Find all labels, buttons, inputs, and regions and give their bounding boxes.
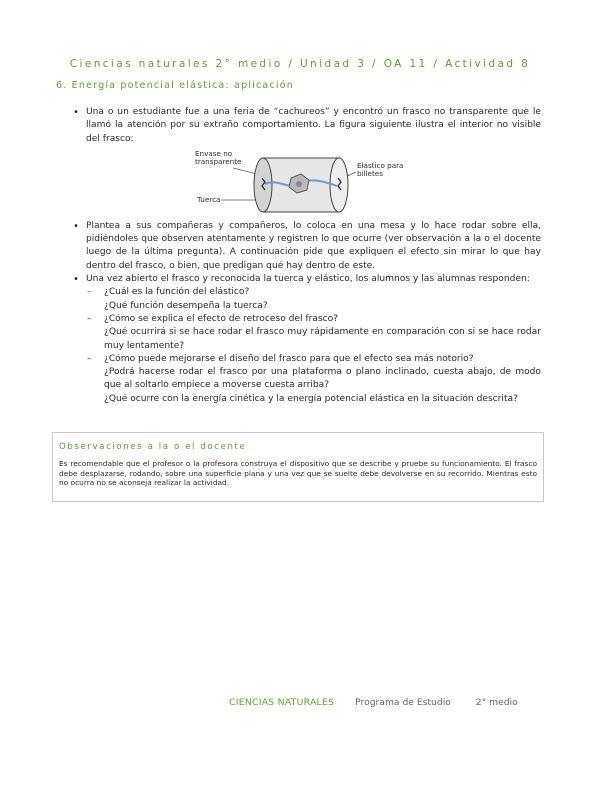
footer-grade: 2° medio <box>475 697 518 708</box>
observations-title: Observaciones a la o el docente <box>59 442 247 452</box>
section-title: 6. Energía potencial elástica: aplicación <box>56 80 294 91</box>
page-header: Ciencias naturales 2° medio / Unidad 3 / OA 11 / Actividad 8 <box>69 58 531 70</box>
activity-content <box>73 106 541 406</box>
observations-text: Es recomendable que el profesor o la profesora construya el dispositivo que se describe y pruebe su funcionamiento. El frasco debe desplazarse, rodando, sobre una superficie plana y una vez que se suelte debe devolverse en su recorrido. Mientras esto no ocurra no se aconseja realizar la actividad. <box>59 459 537 488</box>
page-footer <box>229 697 518 708</box>
figure-label-elastic: Elástico para billetes <box>357 160 404 179</box>
jar-drawing <box>73 148 541 216</box>
question-item: – ¿Cómo se explica el efecto de retroceso del frasco? <box>73 313 541 326</box>
bullet-questions-intro: • Una vez abierto el frasco y reconocida la tuerca y elástico, los alumnos y las alumnas responden: <box>73 273 541 286</box>
question-item: – ¿Cuál es la función del elástico? <box>73 286 541 299</box>
bullet-instructions: • Plantea a sus compañeras y compañeros, lo coloca en una mesa y lo hace rodar sobre ella, pidiéndoles que observen atentamente y registren lo que ocurre (ver observación a la o el docente luego de la última pregunta). A continuación pide que expliquen el efecto sin mirar lo que hay dentro del frasco, o bien, que predigan qué hay dentro de este. <box>73 220 541 273</box>
jar-figure <box>73 148 541 216</box>
question-text: ¿Qué ocurrirá si se hace rodar el frasco muy rápidamente en comparación con si se hace rodar muy lentamente? <box>104 327 541 351</box>
question-item: – ¿Cómo puede mejorarse el diseño del frasco para que el efecto sea más notorio? <box>73 353 541 366</box>
question-text: ¿Podrá hacerse rodar el frasco por una plataforma o plano inclinado, cuesta abajo, de modo que al soltarlo empiece a moverse cuesta arriba? <box>104 367 541 391</box>
footer-program: Programa de Estudio <box>355 697 451 708</box>
question-text: ¿Qué ocurre con la energía cinética y la energía potencial elástica en la situación descrita? <box>104 393 518 404</box>
teacher-observations-box <box>52 432 544 502</box>
figure-label-nut: Tuerca <box>197 194 221 204</box>
footer-subject: CIENCIAS NATURALES <box>229 697 335 708</box>
question-text: ¿Qué función desempeña la tuerca? <box>104 300 268 311</box>
bullet-intro: • Una o un estudiante fue a una feria de “cachureos” y encontró un frasco no transparente que le llamó la atención por su extraño comportamiento. La figura siguiente ilustra el interior no visible del frasco: <box>73 106 541 146</box>
figure-label-container: Envase no transparente <box>195 148 242 167</box>
